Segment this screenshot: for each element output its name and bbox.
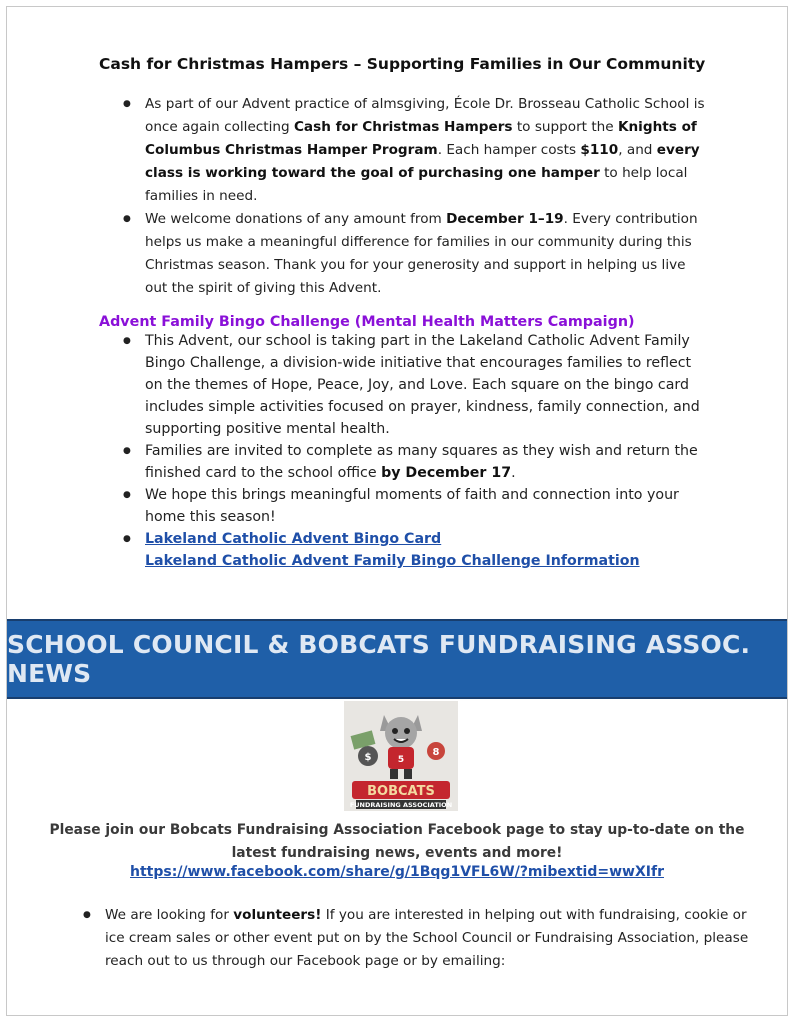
bobcats-logo — [344, 701, 458, 811]
volunteers-list — [59, 904, 749, 973]
bingo-card-link[interactable]: ● Lakeland Catholic Advent Bingo Card — [145, 531, 442, 547]
hampers-list — [99, 93, 709, 300]
svg-text:$: $ — [364, 752, 372, 763]
bingo-bullet-3: ● We hope this brings meaningful moments of faith and connection into your home this season! — [99, 484, 709, 528]
facebook-link[interactable]: https://www.facebook.com/share/g/1Bqg1VFL6W/?mibextid=wwXIfr — [130, 864, 664, 880]
hampers-bullet-1: ● As part of our Advent practice of almsgiving, École Dr. Brosseau Catholic School is once again collecting Cash for Christmas Hampers to support the Knights of Columbus Christmas Hamper Program. Each hamper costs $110, and every class is working toward the goal of purchasing one hamper to help local families in need. — [99, 93, 709, 208]
svg-text:5: 5 — [397, 755, 405, 765]
council-banner — [7, 619, 787, 699]
hampers-heading: Cash for Christmas Hampers – Supporting Families in Our Community — [99, 55, 706, 73]
council-banner-title: SCHOOL COUNCIL & BOBCATS FUNDRAISING ASSOC. NEWS — [7, 630, 751, 688]
volunteers-bullet: ● We are looking for volunteers! If you are interested in helping out with fundraising, cookie or ice cream sales or other event put on by the School Council or Fundraising Association, please reach out to us through our Facebook page or by emailing: — [59, 904, 749, 973]
bingo-links — [99, 528, 709, 572]
bobcats-mascot-icon — [344, 701, 458, 811]
hampers-bullet-2: ● We welcome donations of any amount from December 1–19. Every contribution helps us make a meaningful difference for families in our community during this Christmas season. Thank you for your generosity and support in helping us live out the spirit of giving this Advent. — [99, 208, 709, 300]
facebook-invite-text: Please join our Bobcats Fundraising Association Facebook page to stay up-to-date on the latest fundraising news, events and more! — [49, 822, 745, 861]
logo-text-bobcats: BOBCATS — [367, 784, 435, 799]
document-page — [6, 6, 788, 1016]
svg-text:8: 8 — [432, 747, 440, 758]
volunteers-section — [59, 904, 749, 973]
hampers-section — [99, 55, 709, 572]
bingo-info-link[interactable]: Lakeland Catholic Advent Family Bingo Challenge Information — [145, 553, 640, 569]
bingo-list — [99, 330, 709, 572]
logo-text-association: FUNDRAISING ASSOCIATION — [349, 801, 453, 809]
bingo-heading: Advent Family Bingo Challenge (Mental Health Matters Campaign) — [99, 314, 635, 330]
bingo-bullet-1: ● This Advent, our school is taking part in the Lakeland Catholic Advent Family Bingo Challenge, a division-wide initiative that encourages families to reflect on the themes of Hope, Peace, Joy, and Love. Each square on the bingo card includes simple activities focused on prayer, kindness, family connection, and supporting positive mental health. — [99, 330, 709, 440]
bingo-bullet-2: ● Families are invited to complete as many squares as they wish and return the finished card to the school office by December 17. — [99, 440, 709, 484]
